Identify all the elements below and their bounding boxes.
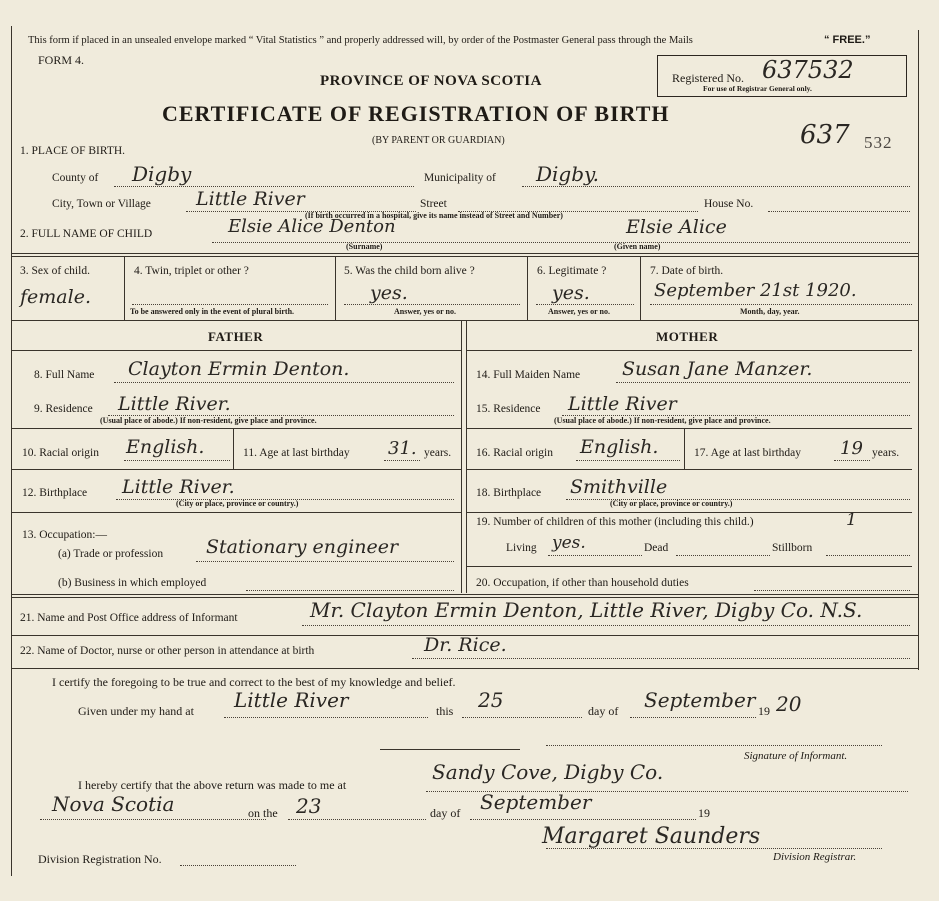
county-value: Digby (132, 162, 192, 186)
form-number: FORM 4. (38, 53, 85, 67)
alive-note: Answer, yes or no. (394, 307, 457, 316)
registered-number: 637532 (762, 56, 854, 84)
right-border (918, 30, 919, 670)
province-heading: PROVINCE OF NOVA SCOTIA (320, 73, 542, 89)
registrar-signature: Margaret Saunders (542, 824, 761, 849)
mother-residence-value: Little River (568, 393, 677, 415)
legit-value: yes. (552, 282, 590, 304)
father-name-label: 8. Full Name (34, 369, 95, 381)
city-value: Little River (196, 188, 305, 210)
registrar-day-of-label: day of (430, 806, 461, 820)
hospital-note: (If birth occurred in a hospital, give its name instead of Street and Number) (305, 211, 563, 220)
alive-label: 5. Was the child born alive ? (344, 265, 475, 277)
year-prefix: 19 (758, 704, 770, 718)
father-birthplace-label: 12. Birthplace (22, 487, 88, 499)
mother-birthplace-label: 18. Birthplace (476, 487, 542, 499)
children-label: 19. Number of children of this mother (including this child.) (476, 516, 754, 528)
father-name-value: Clayton Ermin Denton. (128, 358, 350, 380)
birth-date-note: Month, day, year. (740, 307, 800, 316)
registrar-month-value: September (480, 790, 592, 814)
this-day-value: 25 (478, 688, 504, 712)
given-note: (Given name) (614, 242, 661, 251)
trade-label: (a) Trade or profession (58, 548, 164, 560)
sex-label: 3. Sex of child. (20, 265, 90, 277)
certificate-subtitle: (BY PARENT OR GUARDIAN) (372, 135, 505, 146)
legit-label: 6. Legitimate ? (537, 265, 607, 277)
father-heading: FATHER (208, 329, 264, 344)
father-residence-value: Little River. (118, 393, 231, 415)
day-of-label: day of (588, 704, 619, 718)
registrar-province-value: Nova Scotia (52, 792, 175, 816)
municipality-value: Digby. (536, 162, 600, 186)
father-years-label: years. (424, 447, 452, 459)
division-number-label: Division Registration No. (38, 852, 162, 866)
twin-label: 4. Twin, triplet or other ? (134, 265, 249, 277)
registrar-place-value: Sandy Cove, Digby Co. (432, 760, 664, 784)
city-label: City, Town or Village (52, 198, 151, 210)
mother-birthplace-value: Smithville (570, 476, 668, 498)
mother-residence-label: 15. Residence (476, 403, 541, 415)
dead-label: Dead (644, 542, 669, 554)
registered-label: Registered No. (672, 71, 744, 85)
surname-note: (Surname) (346, 242, 383, 251)
year-suffix: 20 (776, 692, 802, 716)
mother-origin-label: 16. Racial origin (476, 447, 553, 459)
mother-residence-note: (Usual place of abode.) If non-resident, give place and province. (554, 416, 771, 425)
mother-age-value: 19 (840, 438, 863, 459)
birth-date-value: September 21st 1920. (654, 280, 857, 301)
father-residence-label: 9. Residence (34, 403, 93, 415)
this-label: this (436, 704, 454, 718)
street-label: Street (420, 198, 447, 210)
free-text: “ FREE.” (824, 34, 871, 46)
division-registrar-label: Division Registrar. (773, 851, 857, 863)
county-label: County of (52, 172, 99, 184)
father-origin-label: 10. Racial origin (22, 447, 99, 459)
father-age-label: 11. Age at last birthday (243, 447, 350, 459)
municipality-label: Municipality of (424, 172, 496, 184)
children-value: 1 (846, 510, 857, 530)
month-value: September (644, 688, 756, 712)
registrar-year-prefix: 19 (698, 806, 710, 820)
certificate-title: CERTIFICATE OF REGISTRATION OF BIRTH (162, 101, 670, 126)
informant-signature-label: Signature of Informant. (744, 750, 848, 762)
birth-date-label: 7. Date of birth. (650, 265, 724, 277)
mother-age-label: 17. Age at last birthday (694, 447, 801, 459)
registrar-use-note: For use of Registrar General only. (703, 84, 812, 93)
house-label: House No. (704, 198, 754, 210)
stamp-number-handwritten: 637 (800, 120, 850, 150)
living-value: yes. (552, 533, 586, 553)
sex-value: female. (20, 286, 91, 308)
living-label: Living (506, 542, 537, 554)
place-heading: 1. PLACE OF BIRTH. (20, 145, 126, 157)
mother-origin-value: English. (580, 436, 659, 458)
given-place-value: Little River (234, 688, 349, 712)
child-given-value: Elsie Alice (626, 216, 727, 238)
stillborn-label: Stillborn (772, 542, 813, 554)
father-origin-value: English. (126, 436, 205, 458)
mother-heading: MOTHER (656, 329, 719, 344)
informant-value: Mr. Clayton Ermin Denton, Little River, Digby Co. N.S. (310, 598, 863, 622)
father-residence-note: (Usual place of abode.) If non-resident, give place and province. (100, 416, 317, 425)
mother-occupation-label: 20. Occupation, if other than household duties (476, 577, 689, 589)
mother-birthplace-note: (City or place, province or country.) (610, 499, 733, 508)
alive-value: yes. (370, 282, 408, 304)
stamp-number-printed: 532 (864, 133, 893, 152)
on-the-label: on the (248, 806, 278, 820)
mother-name-label: 14. Full Maiden Name (476, 369, 581, 381)
certify-line: I certify the foregoing to be true and correct to the best of my knowledge and belief. (52, 675, 456, 689)
given-under-label: Given under my hand at (78, 704, 194, 718)
twin-note: To be answered only in the event of plural birth. (130, 307, 295, 316)
informant-label: 21. Name and Post Office address of Informant (20, 612, 238, 624)
father-birthplace-note: (City or place, province or country.) (176, 499, 299, 508)
left-border (11, 26, 12, 876)
mother-years-label: years. (872, 447, 900, 459)
occupation-label: 13. Occupation:— (22, 529, 107, 541)
doctor-label: 22. Name of Doctor, nurse or other person in attendance at birth (20, 645, 315, 657)
child-name-label: 2. FULL NAME OF CHILD (20, 228, 153, 240)
registrar-day-value: 23 (296, 794, 322, 818)
registrar-line: I hereby certify that the above return was made to me at (78, 778, 347, 792)
father-birthplace-value: Little River. (122, 476, 235, 498)
doctor-value: Dr. Rice. (424, 634, 507, 656)
trade-value: Stationary engineer (206, 536, 399, 558)
father-age-value: 31. (388, 438, 417, 459)
child-surname-value: Elsie Alice Denton (228, 216, 396, 237)
mother-name-value: Susan Jane Manzer. (622, 358, 813, 380)
mail-notice: This form if placed in an unsealed envelope marked “ Vital Statistics ” and properly addressed will, by order of the Postmaster General pass through the Mails (28, 35, 693, 46)
business-label: (b) Business in which employed (58, 577, 207, 589)
legit-note: Answer, yes or no. (548, 307, 611, 316)
